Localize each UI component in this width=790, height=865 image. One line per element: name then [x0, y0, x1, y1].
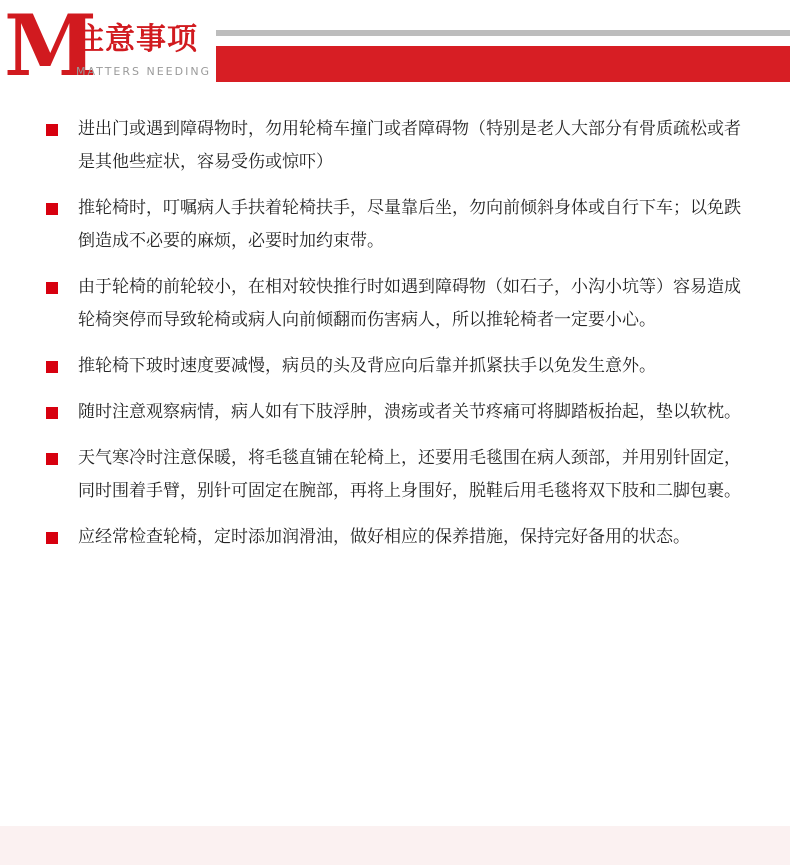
page-subtitle: MATTERS NEEDING	[76, 65, 212, 78]
list-item	[46, 396, 746, 429]
header-gray-bar	[216, 30, 790, 36]
list-item	[46, 192, 746, 258]
list-item	[46, 442, 746, 508]
notes-list	[46, 113, 746, 567]
note-text: 推轮椅时，叮嘱病人手扶着轮椅扶手，尽量靠后坐，勿向前倾斜身体或自行下车；以免跌倒造成不必要的麻烦，必要时加约束带。	[78, 198, 741, 251]
square-bullet-icon	[46, 282, 58, 294]
list-item	[46, 521, 746, 554]
note-text: 推轮椅下玻时速度要减慢，病员的头及背应向后靠并抓紧扶手以免发生意外。	[78, 356, 656, 376]
note-text: 进出门或遇到障碍物时，勿用轮椅车撞门或者障碍物（特别是老人大部分有骨质疏松或者是其他些症状，容易受伤或惊吓）	[78, 119, 741, 172]
note-text: 天气寒冷时注意保暖，将毛毯直铺在轮椅上，还要用毛毯围在病人颈部，并用别针固定，同时围着手臂，别针可固定在腕部，再将上身围好，脱鞋后用毛毯将双下肢和二脚包裹。	[78, 448, 741, 501]
note-text: 随时注意观察病情，病人如有下肢浮肿，溃疡或者关节疼痛可将脚踏板抬起，垫以软枕。	[78, 402, 741, 422]
list-item	[46, 350, 746, 383]
square-bullet-icon	[46, 453, 58, 465]
square-bullet-icon	[46, 407, 58, 419]
note-text: 应经常检查轮椅，定时添加润滑油，做好相应的保养措施，保持完好备用的状态。	[78, 527, 690, 547]
list-item	[46, 113, 746, 179]
note-text: 由于轮椅的前轮较小，在相对较快推行时如遇到障碍物（如石子，小沟小坑等）容易造成轮椅突停而导致轮椅或病人向前倾翻而伤害病人，所以推轮椅者一定要小心。	[78, 277, 741, 330]
page-title: 注意事项	[74, 22, 198, 57]
header-logo-letter: M	[4, 0, 95, 95]
square-bullet-icon	[46, 203, 58, 215]
square-bullet-icon	[46, 124, 58, 136]
header-red-bar	[216, 46, 790, 82]
section-header	[0, 0, 790, 95]
square-bullet-icon	[46, 532, 58, 544]
square-bullet-icon	[46, 361, 58, 373]
footer-band	[0, 826, 790, 865]
list-item	[46, 271, 746, 337]
